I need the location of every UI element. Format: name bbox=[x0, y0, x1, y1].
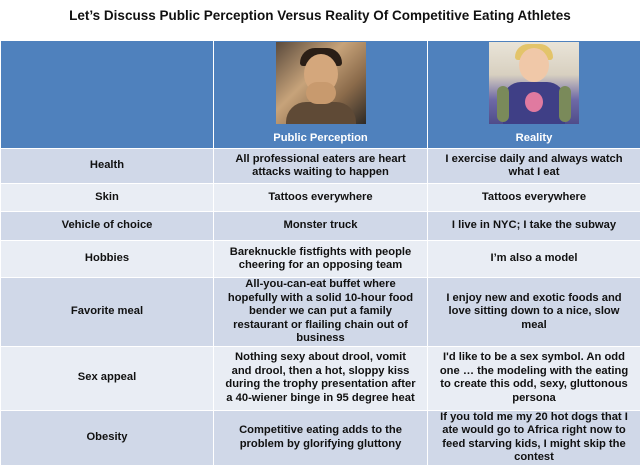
reality-cell: I live in NYC; I take the subway bbox=[428, 212, 640, 241]
table-row bbox=[1, 212, 640, 241]
header-empty-cell bbox=[1, 41, 214, 149]
perception-cell: Tattoos everywhere bbox=[214, 184, 428, 212]
table-row bbox=[1, 278, 640, 347]
reality-cell: Tattoos everywhere bbox=[428, 184, 640, 212]
category-cell: Sex appeal bbox=[1, 346, 214, 410]
perception-cell: Bareknuckle fistfights with people cheering for an opposing team bbox=[214, 241, 428, 278]
perception-cell: Monster truck bbox=[214, 212, 428, 241]
table-row bbox=[1, 346, 640, 410]
perception-cell: Nothing sexy about drool, vomit and drool, then a hot, sloppy kiss during the trophy presentation after a 40-wiener binge in 95 degree heat bbox=[214, 346, 428, 410]
header-reality bbox=[428, 41, 640, 149]
reality-label: Reality bbox=[516, 128, 553, 148]
reality-cell: If you told me my 20 hot dogs that I ate would go to Africa right now to feed starving kids, I might skip the contest bbox=[428, 410, 640, 465]
perception-photo bbox=[276, 42, 366, 124]
category-cell: Obesity bbox=[1, 410, 214, 465]
category-cell: Skin bbox=[1, 184, 214, 212]
reality-cell: I’m also a model bbox=[428, 241, 640, 278]
reality-cell: I'd like to be a sex symbol. An odd one … the modeling with the eating to create this odd, sexy, gluttonous persona bbox=[428, 346, 640, 410]
perception-label: Public Perception bbox=[273, 128, 368, 148]
perception-cell: All-you-can-eat buffet where hopefully with a solid 10-hour food bender we can put a family restaurant or flailing chain out of business bbox=[214, 278, 428, 347]
comparison-table bbox=[0, 40, 640, 466]
table-row bbox=[1, 184, 640, 212]
table-row bbox=[1, 241, 640, 278]
perception-cell: Competitive eating adds to the problem by glorifying gluttony bbox=[214, 410, 428, 465]
category-cell: Favorite meal bbox=[1, 278, 214, 347]
page-title: Let’s Discuss Public Perception Versus Reality Of Competitive Eating Athletes bbox=[0, 0, 640, 40]
reality-cell: I enjoy new and exotic foods and love sitting down to a nice, slow meal bbox=[428, 278, 640, 347]
table-row bbox=[1, 149, 640, 184]
reality-cell: I exercise daily and always watch what I eat bbox=[428, 149, 640, 184]
header-row bbox=[1, 41, 640, 149]
reality-photo bbox=[489, 42, 579, 124]
category-cell: Vehicle of choice bbox=[1, 212, 214, 241]
header-perception bbox=[214, 41, 428, 149]
table-row bbox=[1, 410, 640, 465]
category-cell: Health bbox=[1, 149, 214, 184]
category-cell: Hobbies bbox=[1, 241, 214, 278]
perception-cell: All professional eaters are heart attacks waiting to happen bbox=[214, 149, 428, 184]
